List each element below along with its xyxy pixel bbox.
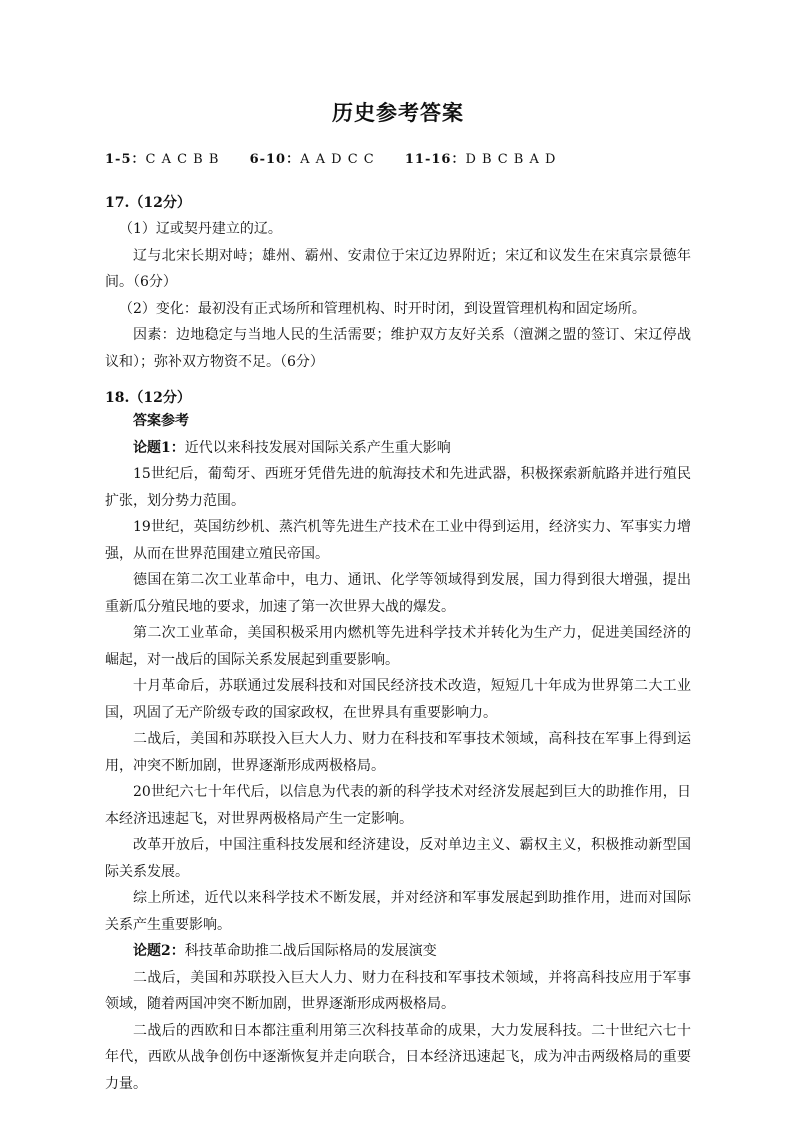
topic1-paragraph: 15世纪后，葡萄牙、西班牙凭借先进的航海技术和先进武器，积极探索新航路并进行殖民扩张，划分势力范围。 xyxy=(105,466,691,509)
mcq-answers: C A C B B xyxy=(145,152,220,167)
mcq-group xyxy=(105,152,219,167)
q18-answer xyxy=(105,408,691,1097)
topic1-label: 论题1： xyxy=(133,439,185,456)
mcq-answers: D B C B A D xyxy=(465,152,557,167)
mcq-range-label: 6-10： xyxy=(249,152,301,167)
topic2-paragraph: 二战后的西欧和日本都注重利用第三次科技革命的成果，大力发展科技。二十世纪六七十年代，西欧从战争创伤中逐渐恢复并走向联合，日本经济迅速起飞，成为冲击两级格局的重要力量。 xyxy=(105,1022,691,1092)
q17-paragraph: （1）辽或契丹建立的辽。 xyxy=(119,221,282,237)
topic2-paragraph: 二战后，美国和苏联投入巨大人力、财力在科技和军事技术领域，并将高科技应用于军事领域，随着两国冲突不断加剧，世界逐渐形成两极格局。 xyxy=(105,969,691,1012)
topic1-paragraph: 十月革命后，苏联通过发展科技和对国民经济技术改造，短短几十年成为世界第二大工业国，巩固了无产阶级专政的国家政权，在世界具有重要影响力。 xyxy=(105,678,691,721)
page-title: 历史参考答案 xyxy=(332,100,464,125)
topic2-heading xyxy=(105,938,691,965)
q17-paragraph: 因素：边地稳定与当地人民的生活需要；维护双方友好关系（澶渊之盟的签订、宋辽停战议和）；弥补双方物资不足。（6分） xyxy=(105,327,691,370)
mcq-range-label: 11-16： xyxy=(404,152,466,167)
q18-subheading: 答案参考 xyxy=(133,413,189,429)
q17-paragraph: 辽与北宋长期对峙；雄州、霸州、安肃位于宋辽边界附近；宋辽和议发生在宋真宗景德年间。（6分） xyxy=(105,247,691,290)
topic2-label: 论题2： xyxy=(133,943,185,959)
topic1-paragraph: 德国在第二次工业革命中，电力、通讯、化学等领域得到发展，国力得到很大增强，提出重新瓜分殖民地的要求，加速了第一次世界大战的爆发。 xyxy=(105,572,691,615)
q17-answer xyxy=(105,216,691,375)
mcq-group xyxy=(405,152,557,167)
topic2-text: 科技革命助推二战后国际格局的发展演变 xyxy=(184,943,437,959)
mcq-group xyxy=(250,152,375,167)
topic1-paragraph: 19世纪，英国纺纱机、蒸汽机等先进生产技术在工业中得到运用，经济实力、军事实力增强，从而在世界范围建立殖民帝国。 xyxy=(105,519,691,562)
topic1-paragraph: 二战后，美国和苏联投入巨大人力、财力在科技和军事技术领域，高科技在军事上得到运用，冲突不断加剧，世界逐渐形成两极格局。 xyxy=(105,731,691,774)
topic1-paragraph: 综上所述，近代以来科学技术不断发展，并对经济和军事发展起到助推作用，进而对国际关系产生重要影响。 xyxy=(105,890,691,933)
mcq-answers: A A D C C xyxy=(300,152,375,167)
q17-heading: 17.（12分） xyxy=(105,195,191,211)
topic1-paragraph: 改革开放后，中国注重科技发展和经济建设，反对单边主义、霸权主义，积极推动新型国际关系发展。 xyxy=(105,837,691,880)
topic1-text: 近代以来科技发展对国际关系产生重大影响 xyxy=(184,439,451,456)
topic1-paragraph: 20世纪六七十年代后，以信息为代表的新的科学技术对经济发展起到巨大的助推作用，日本经济迅速起飞，对世界两极格局产生一定影响。 xyxy=(105,784,691,827)
topic1-paragraph: 第二次工业革命，美国积极采用内燃机等先进科学技术并转化为生产力，促进美国经济的崛起，对一战后的国际关系发展起到重要影响。 xyxy=(105,625,691,668)
topic1-heading xyxy=(105,435,691,462)
mcq-range-label: 1-5： xyxy=(105,152,146,167)
q18-heading: 18.（12分） xyxy=(105,390,191,406)
q17-paragraph: （2）变化：最初没有正式场所和管理机构、时开时闭，到设置管理机构和固定场所。 xyxy=(119,300,646,317)
multiple-choice-answers xyxy=(105,148,582,167)
